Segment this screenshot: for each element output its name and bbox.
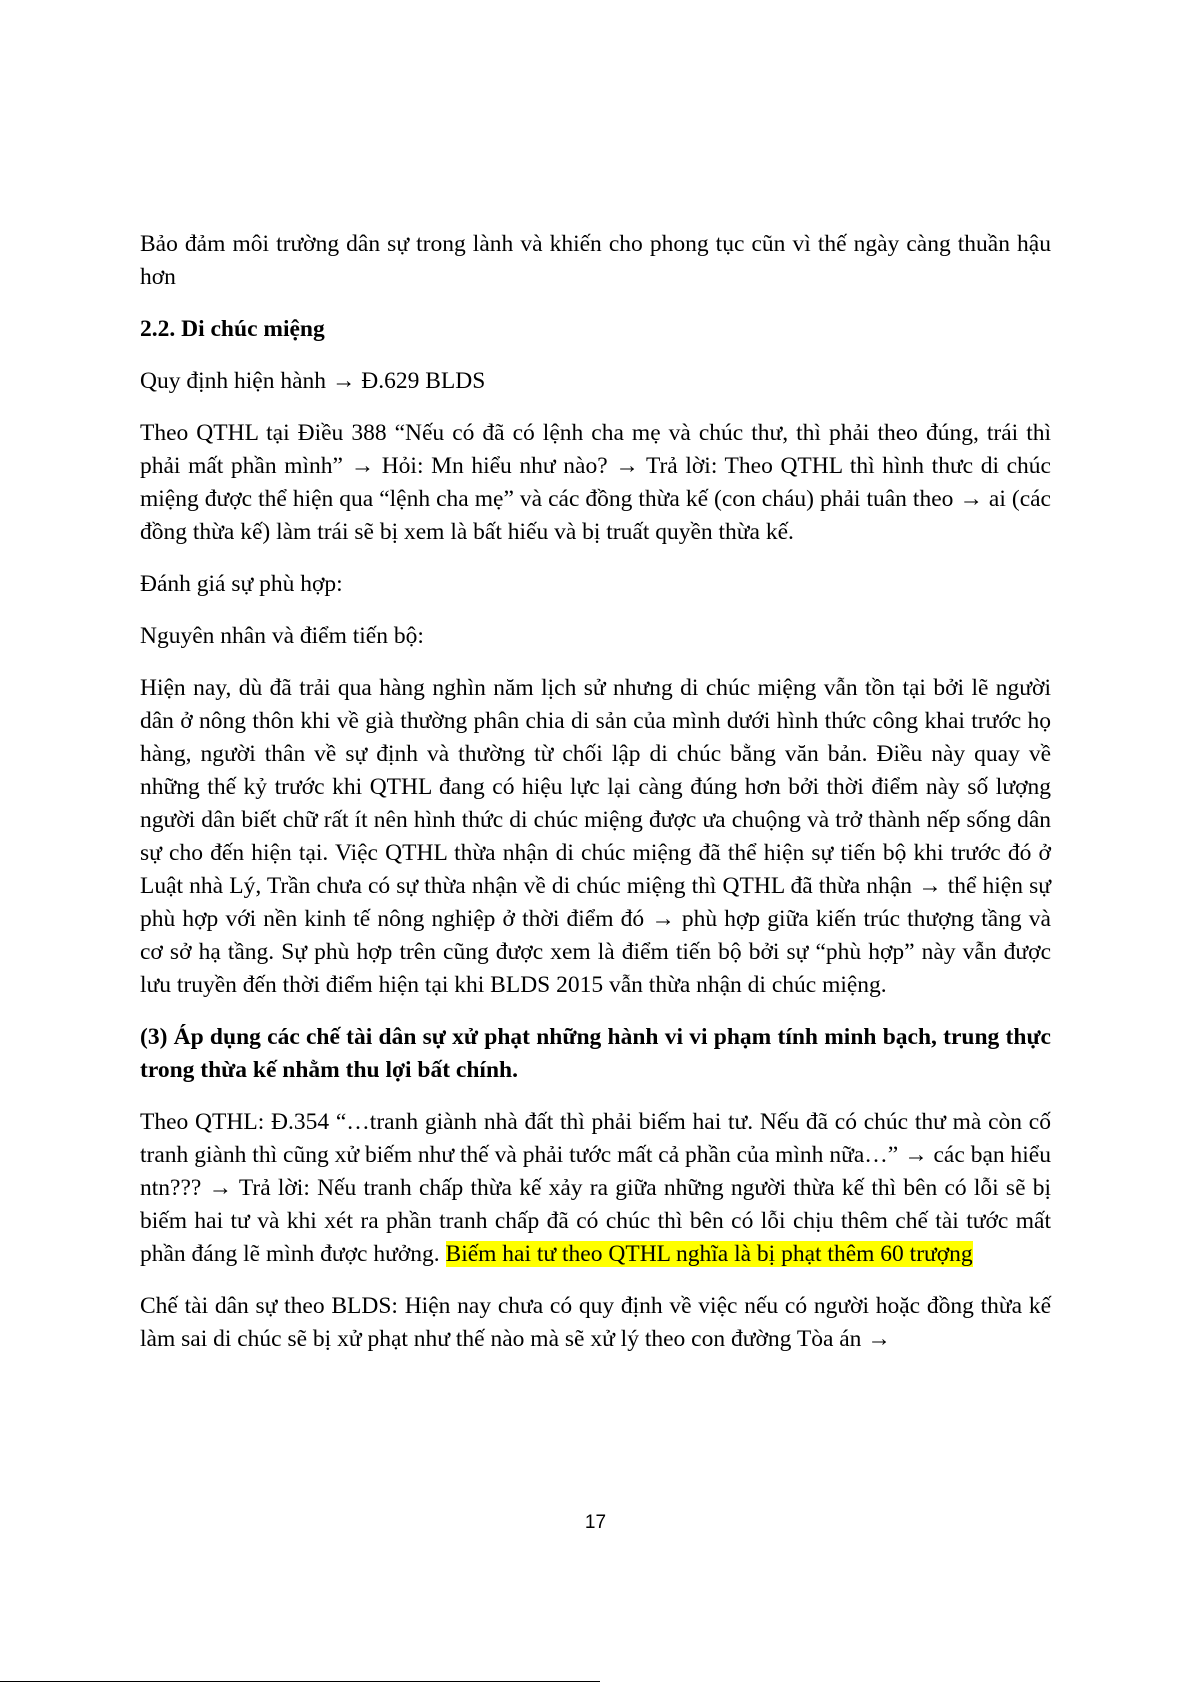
page-content xyxy=(140,228,1051,1375)
paragraph-civil-sanctions-heading: (3) Áp dụng các chế tài dân sự xử phạt những hành vi vi phạm tính minh bạch, trung thực trong thừa kế nhằm thu lợi bất chính. xyxy=(140,1024,1051,1083)
paragraph-intro: Bảo đảm môi trường dân sự trong lành và khiến cho phong tục cũn vì thế ngày càng thuần hậu hơn xyxy=(140,231,1051,290)
article-354-text: Theo QTHL: Đ.354 “…tranh giành nhà đất thì phải biếm hai tư. Nếu đã có chúc thư mà còn cố tranh giành thì cũng xử biếm như thế và phải tước mất cả phần của mình nữa…” → các bạn hiểu ntn??? → Trả lời: Nếu tranh chấp thừa kế xảy ra giữa những người thừa kế thì bên có lỗi sẽ bị biếm hai tư và khi xét ra phần tranh chấp đã có chúc thì bên có lỗi chịu thêm chế tài tước mất phần đáng lẽ mình được hưởng. xyxy=(140,1109,1051,1267)
paragraph-blds-sanctions: Chế tài dân sự theo BLDS: Hiện nay chưa có quy định về việc nếu có người hoặc đồng thừa kế làm sai di chúc sẽ bị xử phạt như thế nào mà sẽ xử lý theo con đường Tòa án → xyxy=(140,1293,1051,1352)
highlighted-text: Biếm hai tư theo QTHL nghĩa là bị phạt thêm 60 trượng xyxy=(445,1241,973,1267)
paragraph-current-regulation: Quy định hiện hành → Đ.629 BLDS xyxy=(140,368,486,394)
paragraph-oral-will-analysis: Hiện nay, dù đã trải qua hàng nghìn năm lịch sử nhưng di chúc miệng vẫn tồn tại bởi lẽ người dân ở nông thôn khi về già thường phân chia di sản của mình dưới hình thức công khai trước họ hàng, người thân về sự định và thường từ chối lập di chúc bằng văn bản. Điều này quay về những thế kỷ trước khi QTHL đang có hiệu lực lại càng đúng hơn bởi thời điểm này số lượng người dân biết chữ rất ít nên hình thức di chúc miệng được ưa chuộng và trở thành nếp sống dân sự cho đến hiện tại. Việc QTHL thừa nhận di chúc miệng đã thể hiện sự tiến bộ khi trước đó ở Luật nhà Lý, Trần chưa có sự thừa nhận về di chúc miệng thì QTHL đã thừa nhận → thể hiện sự phù hợp với nền kinh tế nông nghiệp ở thời điểm đó → phù hợp giữa kiến trúc thượng tầng và cơ sở hạ tầng. Sự phù hợp trên cũng được xem là điểm tiến bộ bởi sự “phù hợp” này vẫn được lưu truyền đến thời điểm hiện tại khi BLDS 2015 vẫn thừa nhận di chúc miệng. xyxy=(140,675,1051,998)
paragraph-qthl-article-354 xyxy=(140,1106,1051,1271)
page-number: 17 xyxy=(584,1512,607,1533)
paragraph-assessment-label: Đánh giá sự phù hợp: xyxy=(140,571,343,597)
paragraph-causes-label: Nguyên nhân và điểm tiến bộ: xyxy=(140,623,424,649)
page-bottom-divider xyxy=(0,1681,600,1682)
paragraph-qthl-article-388: Theo QTHL tại Điều 388 “Nếu có đã có lệnh cha mẹ và chúc thư, thì phải theo đúng, trái thì phải mất phần mình” → Hỏi: Mn hiểu như nào? → Trả lời: Theo QTHL thì hình thưc di chúc miệng được thể hiện qua “lệnh cha mẹ” và các đồng thừa kế (con cháu) phải tuân theo → ai (các đồng thừa kế) làm trái sẽ bị xem là bất hiếu và bị truất quyền thừa kế. xyxy=(140,420,1051,545)
section-heading-di-chuc-mieng: 2.2. Di chúc miệng xyxy=(140,316,325,342)
